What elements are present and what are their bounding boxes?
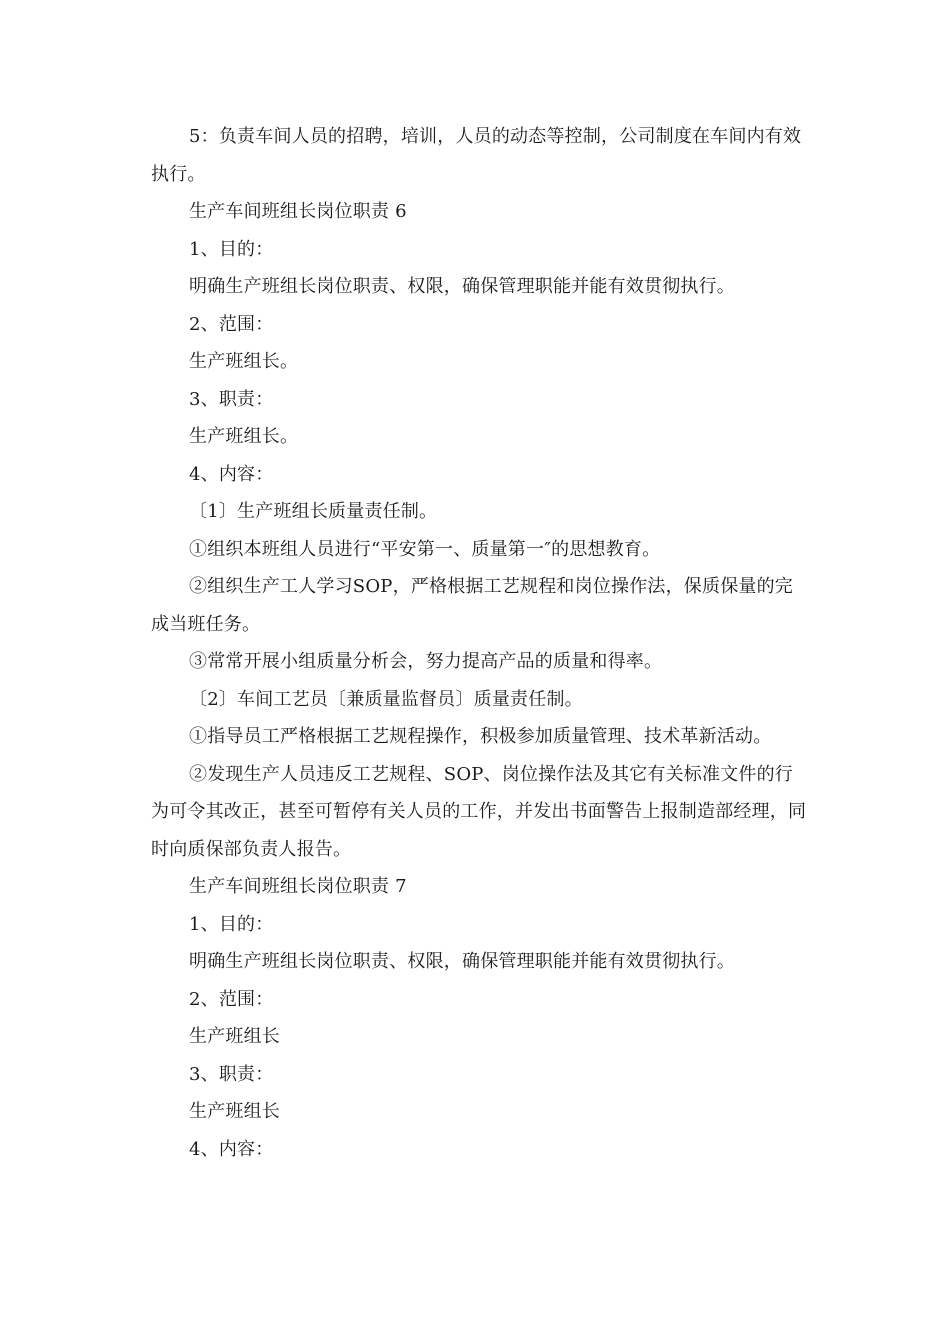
paragraph-item-2-a: ①指导员工严格根据工艺规程操作，积极参加质量管理、技术革新活动。 (189, 726, 772, 747)
paragraph-scope-text-7: 生产班组长 (189, 1026, 280, 1047)
paragraph-duty-label-7: 3、职责： (189, 1063, 274, 1085)
paragraph-duty-text-7: 生产班组长 (189, 1101, 280, 1122)
paragraph-scope-label: 2、范围： (189, 313, 274, 335)
document-body (151, 118, 811, 1168)
paragraph-purpose-label-7: 1、目的： (189, 913, 274, 935)
section-heading-7: 生产车间班组长岗位职责 7 (189, 876, 407, 897)
paragraph-scope-label-7: 2、范围： (189, 988, 274, 1010)
paragraph-purpose-text-7: 明确生产班组长岗位职责、权限，确保管理职能并能有效贯彻执行。 (189, 951, 735, 972)
paragraph-purpose-label: 1、目的： (189, 238, 274, 260)
paragraph-content-label: 4、内容： (189, 463, 274, 485)
paragraph-duty-label: 3、职责： (189, 388, 274, 410)
paragraph-purpose-text: 明确生产班组长岗位职责、权限，确保管理职能并能有效贯彻执行。 (189, 276, 735, 297)
paragraph-item-1-b: ②组织生产工人学习SOP，严格根据工艺规程和岗位操作法，保质保量的完成当班任务。 (151, 576, 793, 635)
paragraph-item-2-b: ②发现生产人员违反工艺规程、SOP、岗位操作法及其它有关标准文件的行为可令其改正，甚至可暂停有关人员的工作，并发出书面警告上报制造部经理，同时向质保部负责人报告。 (151, 763, 807, 860)
section-heading-6: 生产车间班组长岗位职责 6 (189, 201, 407, 222)
paragraph-content-label-7: 4、内容： (189, 1138, 274, 1160)
paragraph-item-2: 〔2〕车间工艺员〔兼质量监督员〕质量责任制。 (189, 688, 583, 710)
paragraph-duty-5: 5：负责车间人员的招聘，培训，人员的动态等控制，公司制度在车间内有效执行。 (151, 126, 802, 185)
paragraph-item-1-a: ①组织本班组人员进行“平安第一、质量第一″的思想教育。 (189, 538, 661, 560)
paragraph-item-1-c: ③常常开展小组质量分析会，努力提高产品的质量和得率。 (189, 651, 663, 672)
paragraph-item-1: 〔1〕生产班组长质量责任制。 (189, 501, 438, 522)
paragraph-duty-text: 生产班组长。 (189, 426, 299, 447)
paragraph-scope-text: 生产班组长。 (189, 351, 299, 372)
